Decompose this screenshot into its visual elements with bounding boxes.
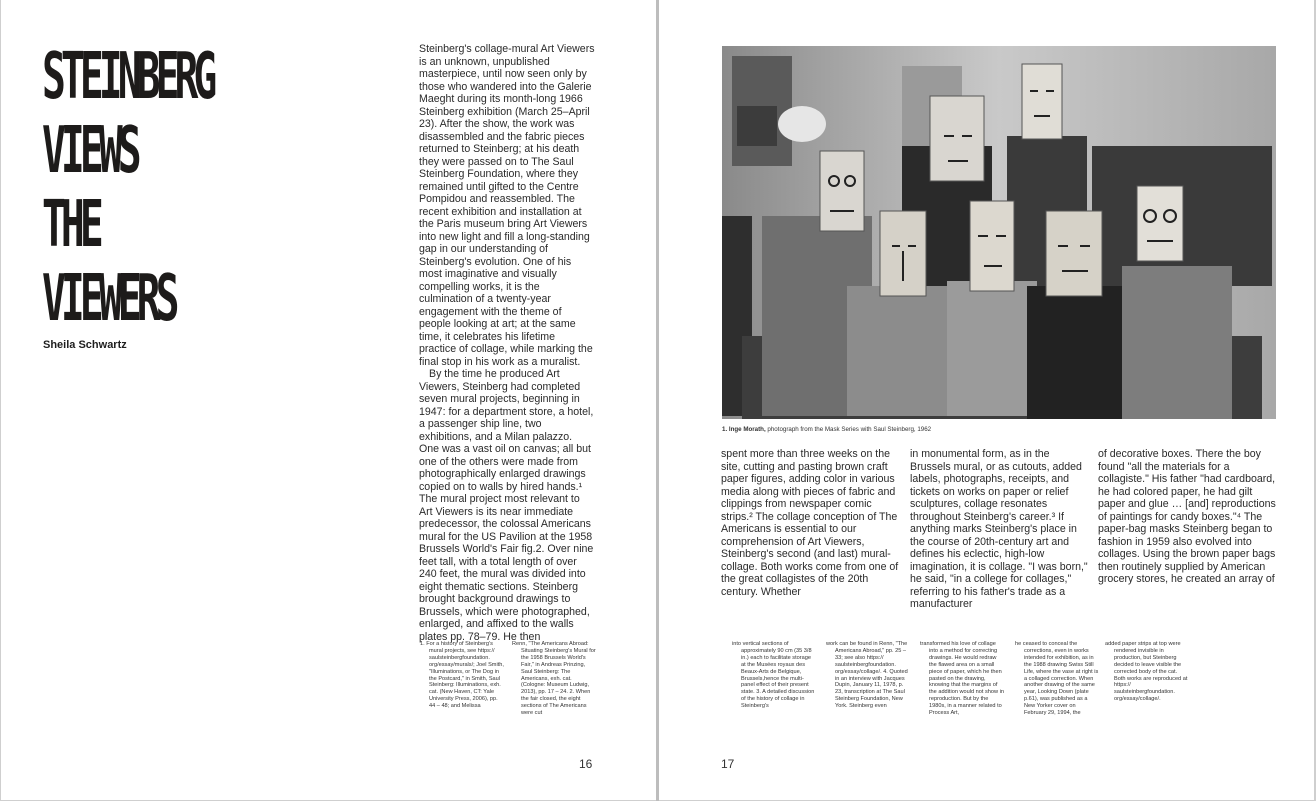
body-paragraph: Steinberg's collage-mural Art Viewers is an unknown, unpublished masterpiece, until now seen only by those who wandered into the Galerie Maeght during its month-long 1966 Steinberg exhibition (March 25–April 23). After the show, the work was disassembled and the fabric pieces returned to Steinberg; at his death they were passed on to The Saul Steinberg Foundation, where they remained until gifted to the Centre Pompidou and reassembled. The recent exhibition and installation at the Paris museum bring Art Viewers into new light and fill a long-standing gap in our understanding of Steinberg's evolution. One of his most imaginative and visually compelling works, it is the culmination of a twenty-year engagement with the theme of people looking at art; at the same time, it celebrates his lifetime practice of collage, while marking the final stop in his work as a muralist. <box>419 43 595 368</box>
body-column-left <box>419 43 595 643</box>
headline-line: THE <box>42 188 99 262</box>
photo-illustration <box>722 46 1276 419</box>
footnote-column <box>826 641 910 736</box>
footnote-text: Renn, "The Americans Abroad: Situating Steinberg's Mural for the 1958 Brussels World's Fair," in Andreas Prinzing, Saul Steinberg: The Americans, exh. cat. (Cologne: Museum Ludwig, 2013), pp. 17 – 24. 2. When the fair closed, the eight sections of The Americans were cut <box>512 641 596 717</box>
footnote-text: added paper strips at top were rendered invisible in production, but Steinberg decided to leave visible the corrected body of the cat. Both works are reproduced at https:// saulsteinbergfoundation. org/essay/collage/. <box>1105 641 1188 703</box>
author-name: Sheila Schwartz <box>43 339 127 351</box>
body-paragraph: spent more than three weeks on the site, cutting and pasting brown craft paper figures, adding color in various media along with pieces of fabric and clippings from newspaper comic strips.² The collage conception of The Americans is essential to our comprehension of Art Viewers, Steinberg's second (and last) mural-collage. Both works come from one of the great collagistes of the 20th century. Whether <box>721 448 899 598</box>
body-paragraph: By the time he produced Art Viewers, Steinberg had completed seven mural projects, beginning in 1947: for a department store, a hotel, a passenger ship line, two exhibitions, and a Milan palazzo. One was a vast oil on canvas; all but one of the others were made from photographically enlarged drawings copied on to walls by hired hands.¹ The mural project most relevant to Art Viewers is its near immediate predecessor, the colossal Americans mural for the US Pavilion at the 1958 Brussels World's Fair fig.2. Over nine feet tall, with a total length of over 240 feet, the mural was divided into eight thematic sections. Steinberg brought background drawings to Brussels, which were photographed, enlarged, and affixed to the walls plates pp. 78–79. He then <box>419 368 594 643</box>
body-column-right-3 <box>1098 448 1276 588</box>
footnote-text: into vertical sections of approximately 90 cm (35 3/8 in.) each to facilitate storage at the Musées royaux des Beaux-Arts de Belgique, Brussels,hence the multi-panel effect of their present state. 3. A detailed discussion of the history of collage in Steinberg's <box>732 641 815 710</box>
footnote-text: 1. For a history of Steinberg's mural projects, see https:// saulsteinbergfoundation. org/essay/murals/; Joel Smith, "Illuminations, or The Dog in the Postcard," in Smith, Saul Steinberg: Illuminations, exh. cat. (New Haven, CT: Yale University Press, 2006), pp. 44 – 48; and Melissa <box>420 641 504 710</box>
headline-line: STEINBERG <box>42 40 213 114</box>
footnote-text: work can be found in Renn, "The Americans Abroad," pp. 25 – 33; see also https:// saulsteinbergfoundation. org/essay/collage/. 4. Quoted in an interview with Jacques Dupin, January 11, 1978, p. 23, transcription at The Saul Steinberg Foundation, New York. Steinberg even <box>826 641 908 710</box>
body-column-right-1 <box>721 448 899 598</box>
caption-text: photograph from the Mask Series with Saul Steinberg, 1962 <box>767 426 932 433</box>
article-headline <box>42 40 212 336</box>
headline-line: VIEWERS <box>42 262 175 336</box>
footnote-column <box>1015 641 1099 736</box>
footnote-column <box>920 641 1004 736</box>
footnote-column <box>512 641 596 736</box>
headline-line: VIEWS <box>42 114 137 188</box>
mask-series-photograph <box>722 46 1276 419</box>
footnote-text: transformed his love of collage into a method for correcting drawings. He would redraw the flawed area on a small piece of paper, which he then pasted on the drawing, knowing that the margins of the addition would not show in reproduction. But by the 1980s, in a manner related to Process Art, <box>920 641 1004 717</box>
footnote-column <box>1105 641 1189 736</box>
page-number-left: 16 <box>579 757 593 771</box>
body-paragraph: of decorative boxes. There the boy found "all the materials for a collagiste." His father "had cardboard, he had colored paper, he had gilt paper and glue … [and] reproductions of paintings for candy boxes."⁴ The paper-bag masks Steinberg began to fashion in 1959 also evolved into collages. Using the brown paper bags then routinely supplied by American grocery stores, he created an array of <box>1098 448 1276 585</box>
footnote-text: he ceased to conceal the corrections, even in works intended for exhibition, as in the 1988 drawing Swiss Still Life, where the vase at right is a collaged correction. When another drawing of the same year, Looking Down (plate p.61), was published as a New Yorker cover on February 29, 1994, the <box>1015 641 1099 717</box>
page-number-right: 17 <box>721 757 735 771</box>
photo-caption <box>722 426 931 433</box>
footnote-column <box>732 641 816 736</box>
body-column-right-2 <box>910 448 1088 610</box>
caption-label: 1. Inge Morath, <box>722 426 766 433</box>
body-paragraph: in monumental form, as in the Brussels mural, or as cutouts, added labels, photographs, receipts, and tickets on works on paper or relief sculptures, collage resonates throughout Steinberg's career.³ If anything marks Steinberg's place in the course of 20th-century art and defines his eclectic, high-low imagination, it is collage. "I was born," he said, "in a college for collages," referring to his father's trade as a manufacturer <box>910 448 1088 610</box>
footnote-column <box>420 641 504 736</box>
